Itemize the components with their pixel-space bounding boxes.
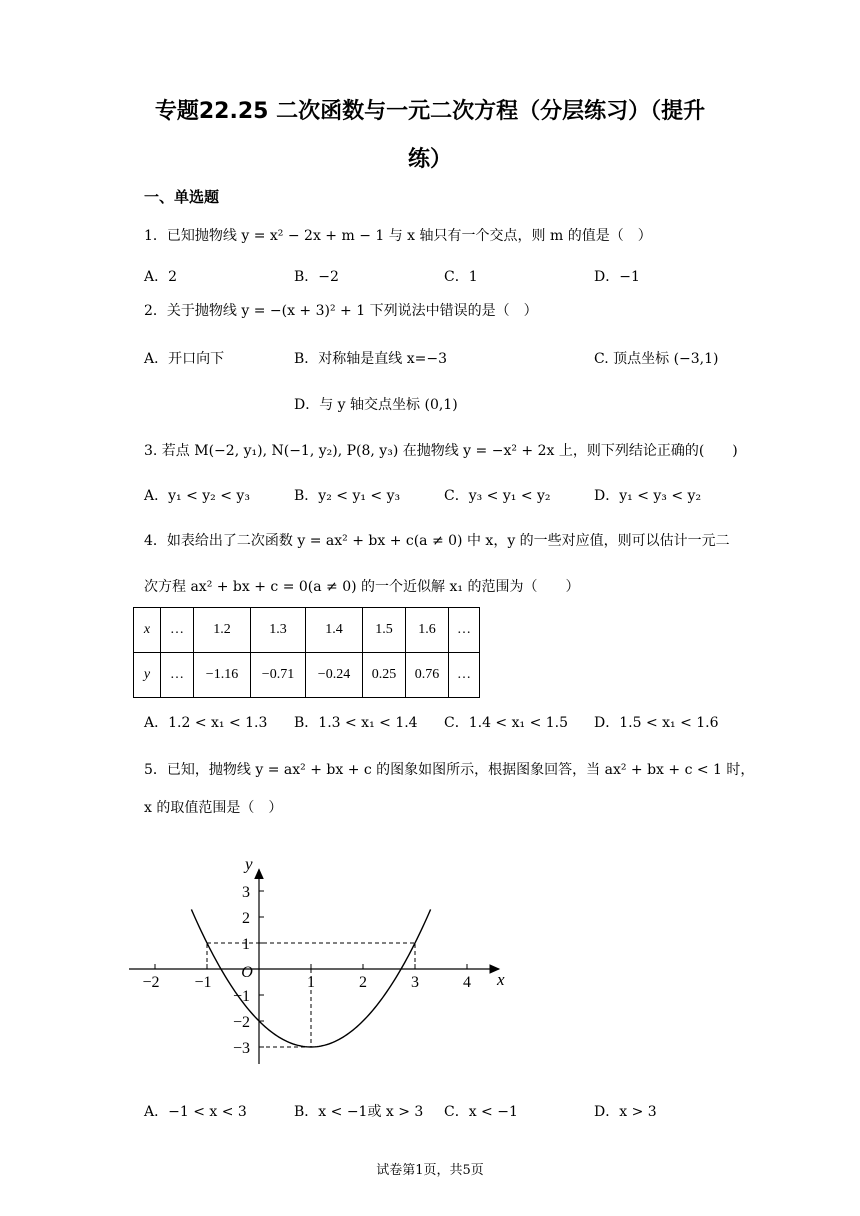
y-tick-label: −3 (232, 1040, 250, 1057)
q2-option-d: D．与 y 轴交点坐标 (0,1) (294, 397, 458, 413)
y-tick-label: 2 (242, 910, 250, 927)
x-tick-label: 1 (307, 974, 315, 991)
table-cell: −0.71 (251, 653, 306, 698)
table-cell: 1.2 (194, 608, 251, 653)
value-table (133, 607, 480, 698)
page-footer: 试卷第1页，共5页 (376, 1163, 484, 1178)
tick-labels (142, 854, 505, 1057)
table-cell: … (449, 653, 480, 698)
q3-option-c: C．y₃ < y₁ < y₂ (444, 488, 551, 504)
q3-option-a: A．y₁ < y₂ < y₃ (144, 488, 250, 504)
x-tick-label: 4 (463, 974, 471, 991)
table-row-y (134, 653, 480, 698)
table-cell: x (134, 608, 161, 653)
table-cell: … (161, 653, 194, 698)
q5-option-d: D．x > 3 (594, 1104, 657, 1120)
q5-option-b: B．x < −1或 x > 3 (294, 1104, 424, 1120)
q2-option-a: A．开口向下 (144, 351, 225, 367)
question-4-text-line2: 次方程 ax² + bx + c = 0(a ≠ 0) 的一个近似解 x₁ 的范围为（ ） (144, 579, 580, 595)
table-cell: 0.76 (406, 653, 449, 698)
q2-option-b: B．对称轴是直线 x=−3 (294, 351, 448, 367)
question-3-text: 3. 若点 M(−2, y₁), N(−1, y₂), P(8, y₃) 在抛物线 y = −x² + 2x 上，则下列结论正确的( ) (144, 443, 738, 459)
q5-option-a: A．−1 < x < 3 (144, 1104, 247, 1120)
q1-option-b: B．−2 (294, 269, 339, 285)
table-cell: y (134, 653, 161, 698)
q4-option-c: C．1.4 < x₁ < 1.5 (444, 715, 569, 731)
x-axis-label: x (497, 970, 505, 989)
origin-label: O (241, 964, 253, 981)
table-cell: 1.3 (251, 608, 306, 653)
x-tick-label: 2 (359, 974, 367, 991)
q3-option-d: D．y₁ < y₃ < y₂ (594, 488, 702, 504)
x-tick-label: −2 (142, 974, 160, 991)
section-heading: 一、单选题 (144, 188, 220, 206)
table-cell: … (449, 608, 480, 653)
q4-option-b: B．1.3 < x₁ < 1.4 (294, 715, 418, 731)
y-tick-label: 3 (242, 884, 250, 901)
y-tick-label: −2 (232, 1014, 250, 1031)
table-cell: 0.25 (363, 653, 406, 698)
page-title-line2: 练） (407, 147, 452, 172)
table-row-x (134, 608, 480, 653)
table-cell: 1.4 (306, 608, 363, 653)
y-tick-label: −1 (232, 988, 250, 1005)
table-cell: 1.5 (363, 608, 406, 653)
question-1-text: 1．已知抛物线 y = x² − 2x + m − 1 与 x 轴只有一个交点，则 m 的值是（ ） (144, 228, 652, 244)
table-cell: −1.16 (194, 653, 251, 698)
parabola-graph (138, 828, 505, 1088)
x-tick-label: −1 (194, 974, 212, 991)
table-cell: −0.24 (306, 653, 363, 698)
table-cell: … (161, 608, 194, 653)
q4-option-d: D．1.5 < x₁ < 1.6 (594, 715, 719, 731)
question-2-text: 2．关于抛物线 y = −(x + 3)² + 1 下列说法中错误的是（ ） (144, 303, 538, 319)
table-cell: 1.6 (406, 608, 449, 653)
q1-option-a: A．2 (144, 269, 178, 285)
question-5-text-line2: x 的取值范围是（ ） (144, 800, 283, 816)
axes (129, 869, 499, 1064)
q1-option-d: D．−1 (594, 269, 640, 285)
question-4-text-line1: 4．如表给出了二次函数 y = ax² + bx + c(a ≠ 0) 中 x，y 的一些对应值，则可以估计一元二 (144, 533, 730, 549)
q3-option-b: B．y₂ < y₁ < y₃ (294, 488, 401, 504)
x-tick-label: 3 (411, 974, 419, 991)
q5-option-c: C．x < −1 (444, 1104, 518, 1120)
q2-option-c: C. 顶点坐标 (−3,1) (594, 351, 719, 367)
page-title: 专题22.25 二次函数与一元二次方程（分层练习）（提升 (154, 99, 706, 124)
q1-option-c: C．1 (444, 269, 478, 285)
y-tick-label: 1 (242, 936, 250, 953)
question-5-text-line1: 5．已知，抛物线 y = ax² + bx + c 的图象如图所示，根据图象回答，当 ax² + bx + c < 1 时， (144, 762, 755, 778)
q4-option-a: A．1.2 < x₁ < 1.3 (144, 715, 268, 731)
y-axis-label: y (245, 854, 253, 874)
